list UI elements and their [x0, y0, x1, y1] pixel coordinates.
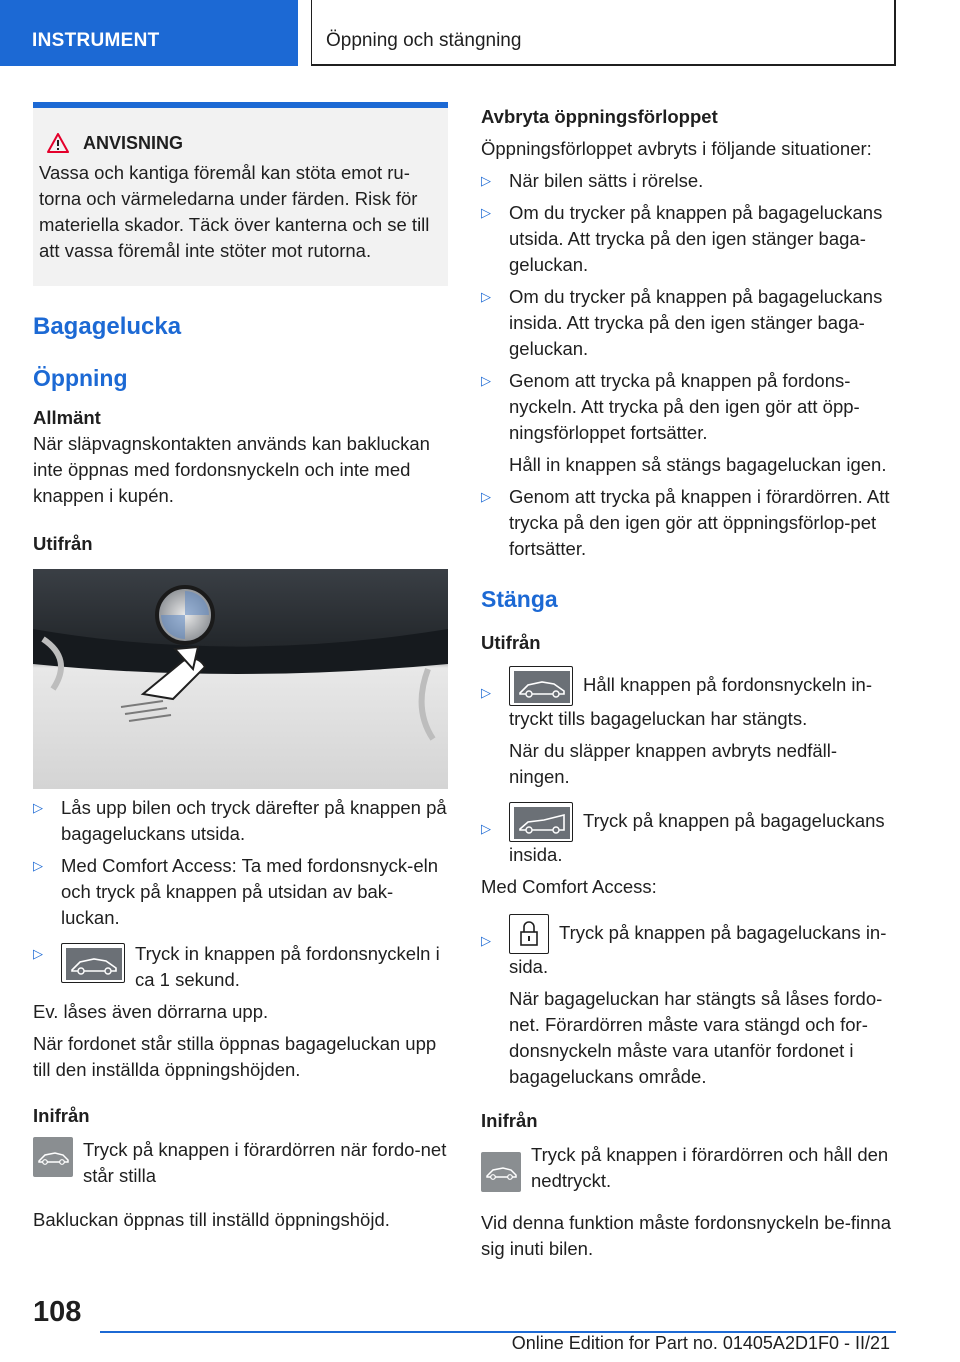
inside-close-row: Tryck på knappen i förardörren och håll den nedtryckt.	[481, 1142, 897, 1194]
warning-text: Vassa och kantiga föremål kan stöta emot ru-torna och värmeledarna under färden. Risk för materiella skador. Täck över kanterna och se till att vassa föremål inte stöter mot rutorna.	[39, 162, 430, 261]
comfort-list	[481, 914, 897, 1090]
section-title: INSTRUMENT	[32, 30, 160, 51]
cancel-intro: Öppningsförloppet avbryts i följande situationer:	[481, 138, 872, 159]
cancel-list	[481, 168, 897, 562]
chapter-header	[311, 0, 896, 66]
right-column	[481, 102, 897, 1262]
list-item: ▷ Genom att trycka på knappen i förardörren. Att trycka på den igen gör att öppningsförlop-pet fortsätter.	[481, 486, 890, 559]
inside-note: Bakluckan öppnas till inställd öppningshöjd.	[33, 1209, 390, 1230]
edition-text: Online Edition for Part no. 01405A2D1F0 - II/21	[511, 1333, 890, 1353]
outside-title: Utifrån	[33, 533, 93, 554]
note-height: När fordonet står stilla öppnas bagageluckan upp till den inställda öppningshöjden.	[33, 1033, 437, 1080]
note-doors: Ev. låses även dörrarna upp.	[33, 1001, 269, 1022]
list-item: ▷ Med Comfort Access: Ta med fordonsnyck-eln och tryck på knappen på utsidan av bak-luckan.	[33, 855, 439, 928]
list-item: ▷ Håll knappen på fordonsnyckeln in-tryckt tills bagageluckan har stängts. När du släpper knappen avbryts nedfäll-ningen.	[481, 666, 897, 790]
general-title: Allmänt	[33, 407, 101, 428]
lock-icon	[509, 914, 549, 954]
inside-open-row: Tryck på knappen i förardörren när fordo-net står stilla	[33, 1137, 448, 1189]
left-column	[33, 102, 448, 1233]
list-item: ▷ När bilen sätts i rörelse.	[481, 170, 704, 191]
warning-title: ANVISNING	[47, 130, 440, 156]
trunk-door-button-icon	[33, 1137, 73, 1177]
close-outside-title: Utifrån	[481, 632, 541, 653]
heading-trunk: Bagagelucka	[33, 313, 182, 340]
general-text: När släpvagnskontakten används kan bakluckan inte öppnas med fordonsnyckeln och inte med knappen i kupén.	[33, 433, 430, 506]
chapter-title: Öppning och stängning	[326, 30, 522, 51]
car-trunk-key-icon	[509, 666, 573, 706]
heading-close: Stänga	[481, 586, 558, 612]
page-number: 108	[33, 1296, 82, 1328]
list-item: ▷ Tryck på knappen på bagageluckans insida.	[481, 802, 897, 868]
close-list	[481, 666, 897, 868]
warning-box	[33, 102, 448, 286]
list-item: ▷ Genom att trycka på knappen på fordons-nyckeln. Att trycka på den igen gör att öpp-ningsförloppet fortsätter. Håll in knappen så stängs bagageluckan igen.	[481, 370, 887, 475]
comfort-access-label: Med Comfort Access:	[481, 876, 657, 897]
close-inside-title: Inifrån	[481, 1110, 538, 1131]
section-tab	[0, 0, 298, 66]
warning-triangle-icon	[47, 133, 69, 153]
list-item: ▷ Tryck in knappen på fordonsnyckeln i ca 1 sekund.	[33, 943, 440, 990]
heading-opening: Öppning	[33, 365, 128, 391]
trunk-door-button-icon	[481, 1152, 521, 1192]
trunk-button-photo	[33, 569, 448, 789]
list-item: ▷ Tryck på knappen på bagageluckans in-sida. När bagageluckan har stängts så låses fordo-net. Förardörren måste vara stängd och for-donsnyckeln måste vara utanför fordonet i bagageluckans område.	[481, 914, 897, 1090]
list-item: ▷ Lås upp bilen och tryck därefter på knappen på bagageluckans utsida.	[33, 797, 447, 844]
final-note: Vid denna funktion måste fordonsnyckeln be-finna sig inuti bilen.	[481, 1212, 892, 1259]
trunk-inside-button-icon	[509, 802, 573, 842]
list-item: ▷ Om du trycker på knappen på bagageluckans utsida. Att trycka på den igen stänger baga-geluckan.	[481, 202, 883, 275]
open-outside-steps	[33, 795, 448, 993]
cancel-title: Avbryta öppningsförloppet	[481, 106, 718, 127]
inside-title: Inifrån	[33, 1105, 90, 1126]
list-item: ▷ Om du trycker på knappen på bagageluckans insida. Att trycka på den igen stänger baga-geluckan.	[481, 286, 883, 359]
car-trunk-key-icon	[61, 943, 125, 983]
